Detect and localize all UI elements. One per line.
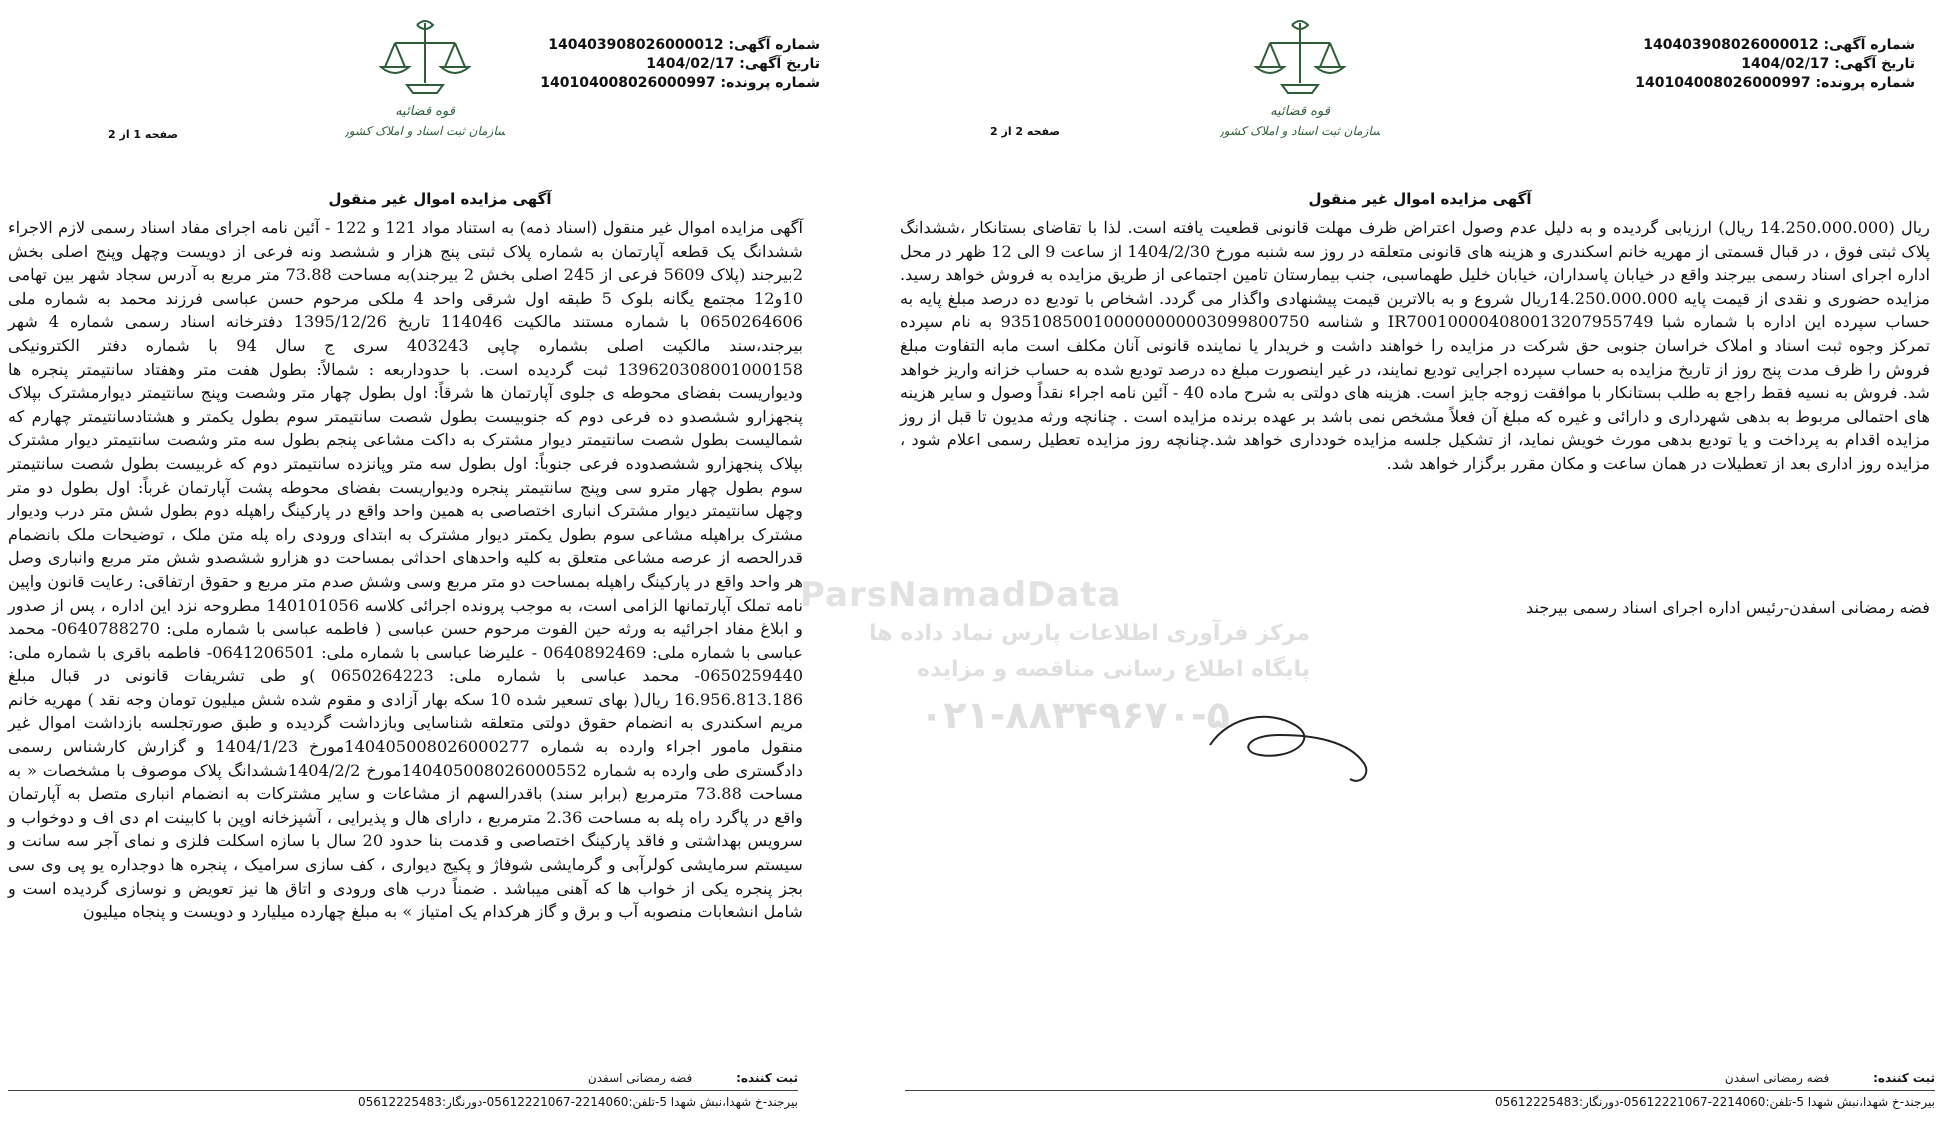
case-number-row: [1635, 74, 1915, 93]
watermark-line-2: پایگاه اطلاع رسانی مناقصه و مزایده: [917, 657, 1310, 682]
ad-date-row: [540, 55, 820, 74]
registrar-row: [8, 1070, 798, 1087]
judiciary-emblem: [345, 15, 505, 145]
ad-date: 1404/02/17: [1741, 56, 1830, 72]
case-number-label: شماره پرونده:: [720, 75, 820, 91]
signature-scribble: [1200, 705, 1380, 795]
registrar-row: [905, 1070, 1935, 1087]
notice-page-2: [900, 0, 1940, 1136]
notice-meta: [540, 36, 820, 93]
ad-number-label: شماره آگهی:: [1823, 37, 1915, 53]
judiciary-emblem: [1220, 15, 1380, 145]
case-number: 140104008026000997: [1635, 75, 1811, 91]
footer-address: بیرجند-خ شهدا،نبش شهدا 5-تلفن:2214060-05612221067-دورنگار:05612225483: [357, 1095, 798, 1109]
case-number-label: شماره پرونده:: [1815, 75, 1915, 91]
watermark-line-1: مرکز فرآوری اطلاعات پارس نماد داده ها: [869, 621, 1310, 646]
notice-page-1: [0, 0, 880, 1136]
footer-divider: [8, 1090, 798, 1091]
notice-meta: [1635, 36, 1915, 93]
ad-date-label: تاریخ آگهی:: [739, 56, 820, 72]
page-number: صفحه 2 از 2: [990, 125, 1061, 138]
emblem-text-1: قوه قضائیه: [395, 104, 455, 119]
ad-date-label: تاریخ آگهی:: [1834, 56, 1915, 72]
ad-number-label: شماره آگهی:: [728, 37, 820, 53]
ad-date-row: [1635, 55, 1915, 74]
ad-number: 140403908026000012: [548, 37, 724, 53]
footer-divider: [905, 1090, 1935, 1091]
case-number-row: [540, 74, 820, 93]
ad-date: 1404/02/17: [646, 56, 735, 72]
signature-line: فضه رمضانی اسفدن-رئیس اداره اجرای اسناد رسمی بیرجند: [1525, 598, 1930, 617]
case-number: 140104008026000997: [540, 75, 716, 91]
registrar-label: ثبت کننده:: [1873, 1071, 1935, 1085]
notice-footer: [905, 1070, 1935, 1111]
ad-number: 140403908026000012: [1643, 37, 1819, 53]
notice-body: ریال (14.250.000.000 ریال) ارزیابی گردیده و به دلیل عدم وصول اعتراض ظرف مهلت قانونی قطعیت یافته است. لذا با تقاضای بستانکار ،ششدانگ پلاک ثبتی فوق ، در قبال قسمتی از مهریه خانم اسکندری و هزینه های قانونی متعلقه در روز سه شنبه مورخ 1404/2/30 از ساعت 9 الی 12 ظهر در محل اداره اجرای اسناد رسمی بیرجند واقع در خیابان پاسداران، خیابان خلیل طهماسبی، جنب بیمارستان تامین اجتماعی از طریق مزایده به فروش خواهد رسید. مزایده حضوری و نقدی از قیمت پایه 14.250.000.000ریال شروع و به بالاترین قیمت پیشنهادی واگذار می گردد. اشخاص با تودیع ده درصد مبلغ پایه به حساب سپرده این اداره با شماره شبا IR700100004080013207955749 و شناسه 935108500100000000003099800750 به نام سپرده تمرکز وجوه ثبت اسناد و املاک خراسان جنوبی حق شرکت در مزایده را خواهند داشت و خریدار یا نماینده قانونی آنان مکلف است مابه التفاوت مبلغ فروش را ظرف مدت پنج روز از تاریخ مزایده به حساب سپرده اجرایی تودیع نمایند، در غیر اینصورت مبلغ ده درصد تودیع شده به حساب خزانه واریز خواهد شد. فروش به نسیه فقط راجع به طلب بستانکار با موافقت زوجه جایز است. هزینه های دولتی به شرح ماده 40 - آئین نامه اجراء نقداً وصول و سایر هزینه های احتمالی مربوط به بدهی شهرداری و دارائی و غیره که مبلغ آن فعلاً مشخص نمی باشد بر عهده برنده مزایده است . چنانچه ورثه مدیون تا قبل از روز مزایده اقدام به پرداخت و یا تودیع بدهی مورث خویش نماید، از تشکیل جلسه مزایده خودداری خواهد شد.چنانچه روز مزایده تعطیل رسمی اعلام شود ، مزایده روز اداری بعد از تعطیلات در همان ساعت و مکان مقرر برگزار خواهد شد.: [900, 218, 1930, 473]
ad-number-row: [1635, 36, 1915, 55]
registrar-name: فضه رمضانی اسفدن: [1724, 1071, 1830, 1085]
emblem-text-2: سازمان ثبت اسناد و املاک کشور: [1220, 124, 1380, 138]
notice-body: آگهی مزایده اموال غیر منقول (اسناد ذمه) به استناد مواد 121 و 122 - آئین نامه اجرای مفاد اسناد رسمی لازم الاجراء ششدانگ یک قطعه آپارتمان به شماره پلاک ثبتی پنج هزار و ششصد ونه فرعی از دویست وچهل وپنج اصلی بخش 2بیرجند (پلاک 5609 فرعی از 245 اصلی بخش 2 بیرجند)به مساحت 73.88 متر مربع به آدرس سجاد شهر بین تهامی 10و12 مجتمع یگانه بلوک 5 طبقه اول شرقی واحد 4 ملکی مرحوم حسن عباسی فرزند محمد به شماره ملی 0650264606 با شماره مستند مالکیت 114046 تاریخ 1395/12/26 دفترخانه اسناد رسمی شماره 4 شهر بیرجند،سند مالکیت اصلی بشماره چاپی 403243 سری ج سال 94 با شماره دفتر الکترونیکی 139620308001000158 ثبت گردیده است. با حدوداربعه : شمالاً: بطول هفت متر وهفتاد سانتیمتر پنجره ها ودیواریست بفضای محوطه ی جلوی آپارتمان ها شرقاً: اول بطول چهار متر وشصت وپنج سانتیمتر دیوارمشترک بپلاک پنجهزارو ششصدو ده فرعی دوم که جنوبیست بطول شصت سانتیمتر سوم بطول یکمتر و هشتادسانتیمتر چهارم که شمالیست بطول شصت سانتیمتر دیوار مشترک به داکت مشاعی پنجم بطول سه متر وشصت سانتیمتر دیوار مشترک بپلاک پنجهزارو ششصدوده فرعی جنوباً: اول بطول سه متر وپانزده سانتیمتر دوم که غربیست بطول شصت سانتیمتر سوم بطول چهار مترو سی وپنج سانتیمتر پنجره ودیواریست بفضای محوطه پشت آپارتمان غرباً: اول بطول دو متر وچهل سانتیمتر دیوار مشترک انباری اختصاصی به همین واحد واقع در پارکینگ راهپله دوم بطول شش متر درب ودیوار مشترک براهپله مشاعی سوم بطول یکمتر دیوار مشترک به ابتدای ورودی راه پله متن ملک ، توضیحات ملک بانضمام قدرالحصه از عرصه مشاعی متعلق به کلیه واحدهای احداثی بمساحت دو هزارو ششصدو شش متر مربع وانباری وصل هر واحد واقع در پارکینگ راهپله بمساحت دو متر مربع وسی وشش صدم متر مربع و حقوق ارتفاقی: رعایت قانون واپین نامه تملک آپارتمانها الزامی است، به موجب پرونده اجرائی کلاسه 140101056 مطروحه نزد این اداره ، پس از صدور و ابلاغ مفاد اجرائیه به ورثه حین الفوت مرحوم حسن عباسی ( فاطمه عباسی با شماره ملی: 0640788270- محمد عباسی با شماره ملی: 0640892469 - علیرضا عباسی با شماره ملی: 0641206501- فاطمه باقری با شماره ملی: 0650259440- محمد عباسی با شماره ملی: 0650264223 )و طی تشریفات قانونی در قبال مبلغ 16.956.813.186 ریال( بهای تسعیر شده 10 سکه بهار آزادی و مقوم شده شش میلیون تومان وجه نقد ) مهریه خانم مریم اسکندری به انضمام حقوق دولتی متعلقه شناسایی وبازداشت گردیده و طبق صورتجلسه بازداشت اموال غیر منقول مامور اجراء وارده به شماره 140405008026000277مورخ 1404/1/23 و گزارش کارشناس رسمی دادگستری طی وارده به شماره 140405008026000552مورخ 1404/2/2ششدانگ پلاک موصوف با مشخصات « به مساحت 73.88 مترمربع (برابر سند) باقدرالسهم از مشاعات و سایر مشترکات به انضمام انباری متصل به آپارتمان واقع در پاگرد راه پله به مساحت 2.36 مترمربع ، دارای هال و پذیرایی ، آشپزخانه اوپن با کابینت ام دی اف و دوخواب و سرویس بهداشتی و فاقد پارکینگ اختصاصی و قدمت بنا حدود 20 سال با سازه اسکلت فلزی و نمای آجر سه سانت و سیستم سرمایشی کولرآبی و گرمایشی شوفاژ و پکیج دیواری ، کف سازی سرامیک ، پنجره ها دوجداره یو پی وی سی بجز پنجره یکی از خواب ها که آهنی میباشد . ضمناً درب های ورودی و اتاق ها نیز تعویض و نوسازی گردیده است و شامل انشعابات منصوبه آب و برق و گاز هرکدام یک امتیاز » به مبلغ چهارده میلیارد و دویست و پنجاه میلیون: [8, 218, 804, 922]
notice-footer: [8, 1070, 798, 1111]
emblem-text-2: سازمان ثبت اسناد و املاک کشور: [345, 124, 505, 138]
notice-title: آگهی مزایده اموال غیر منقول: [328, 190, 552, 208]
registrar-label: ثبت کننده:: [736, 1071, 798, 1085]
ad-number-row: [540, 36, 820, 55]
footer-address: بیرجند-خ شهدا،نبش شهدا 5-تلفن:2214060-05612221067-دورنگار:05612225483: [1494, 1095, 1935, 1109]
notice-title: آگهی مزایده اموال غیر منقول: [1308, 190, 1532, 208]
page-number: صفحه 1 از 2: [108, 128, 179, 141]
watermark-brand: ParsNamadData: [800, 575, 1122, 615]
emblem-text-1: قوه قضائیه: [1270, 104, 1330, 119]
registrar-name: فضه رمضانی اسفدن: [587, 1071, 693, 1085]
watermark-phone: ۰۲۱-۸۸۳۴۹۶۷۰-۵: [920, 693, 1230, 737]
